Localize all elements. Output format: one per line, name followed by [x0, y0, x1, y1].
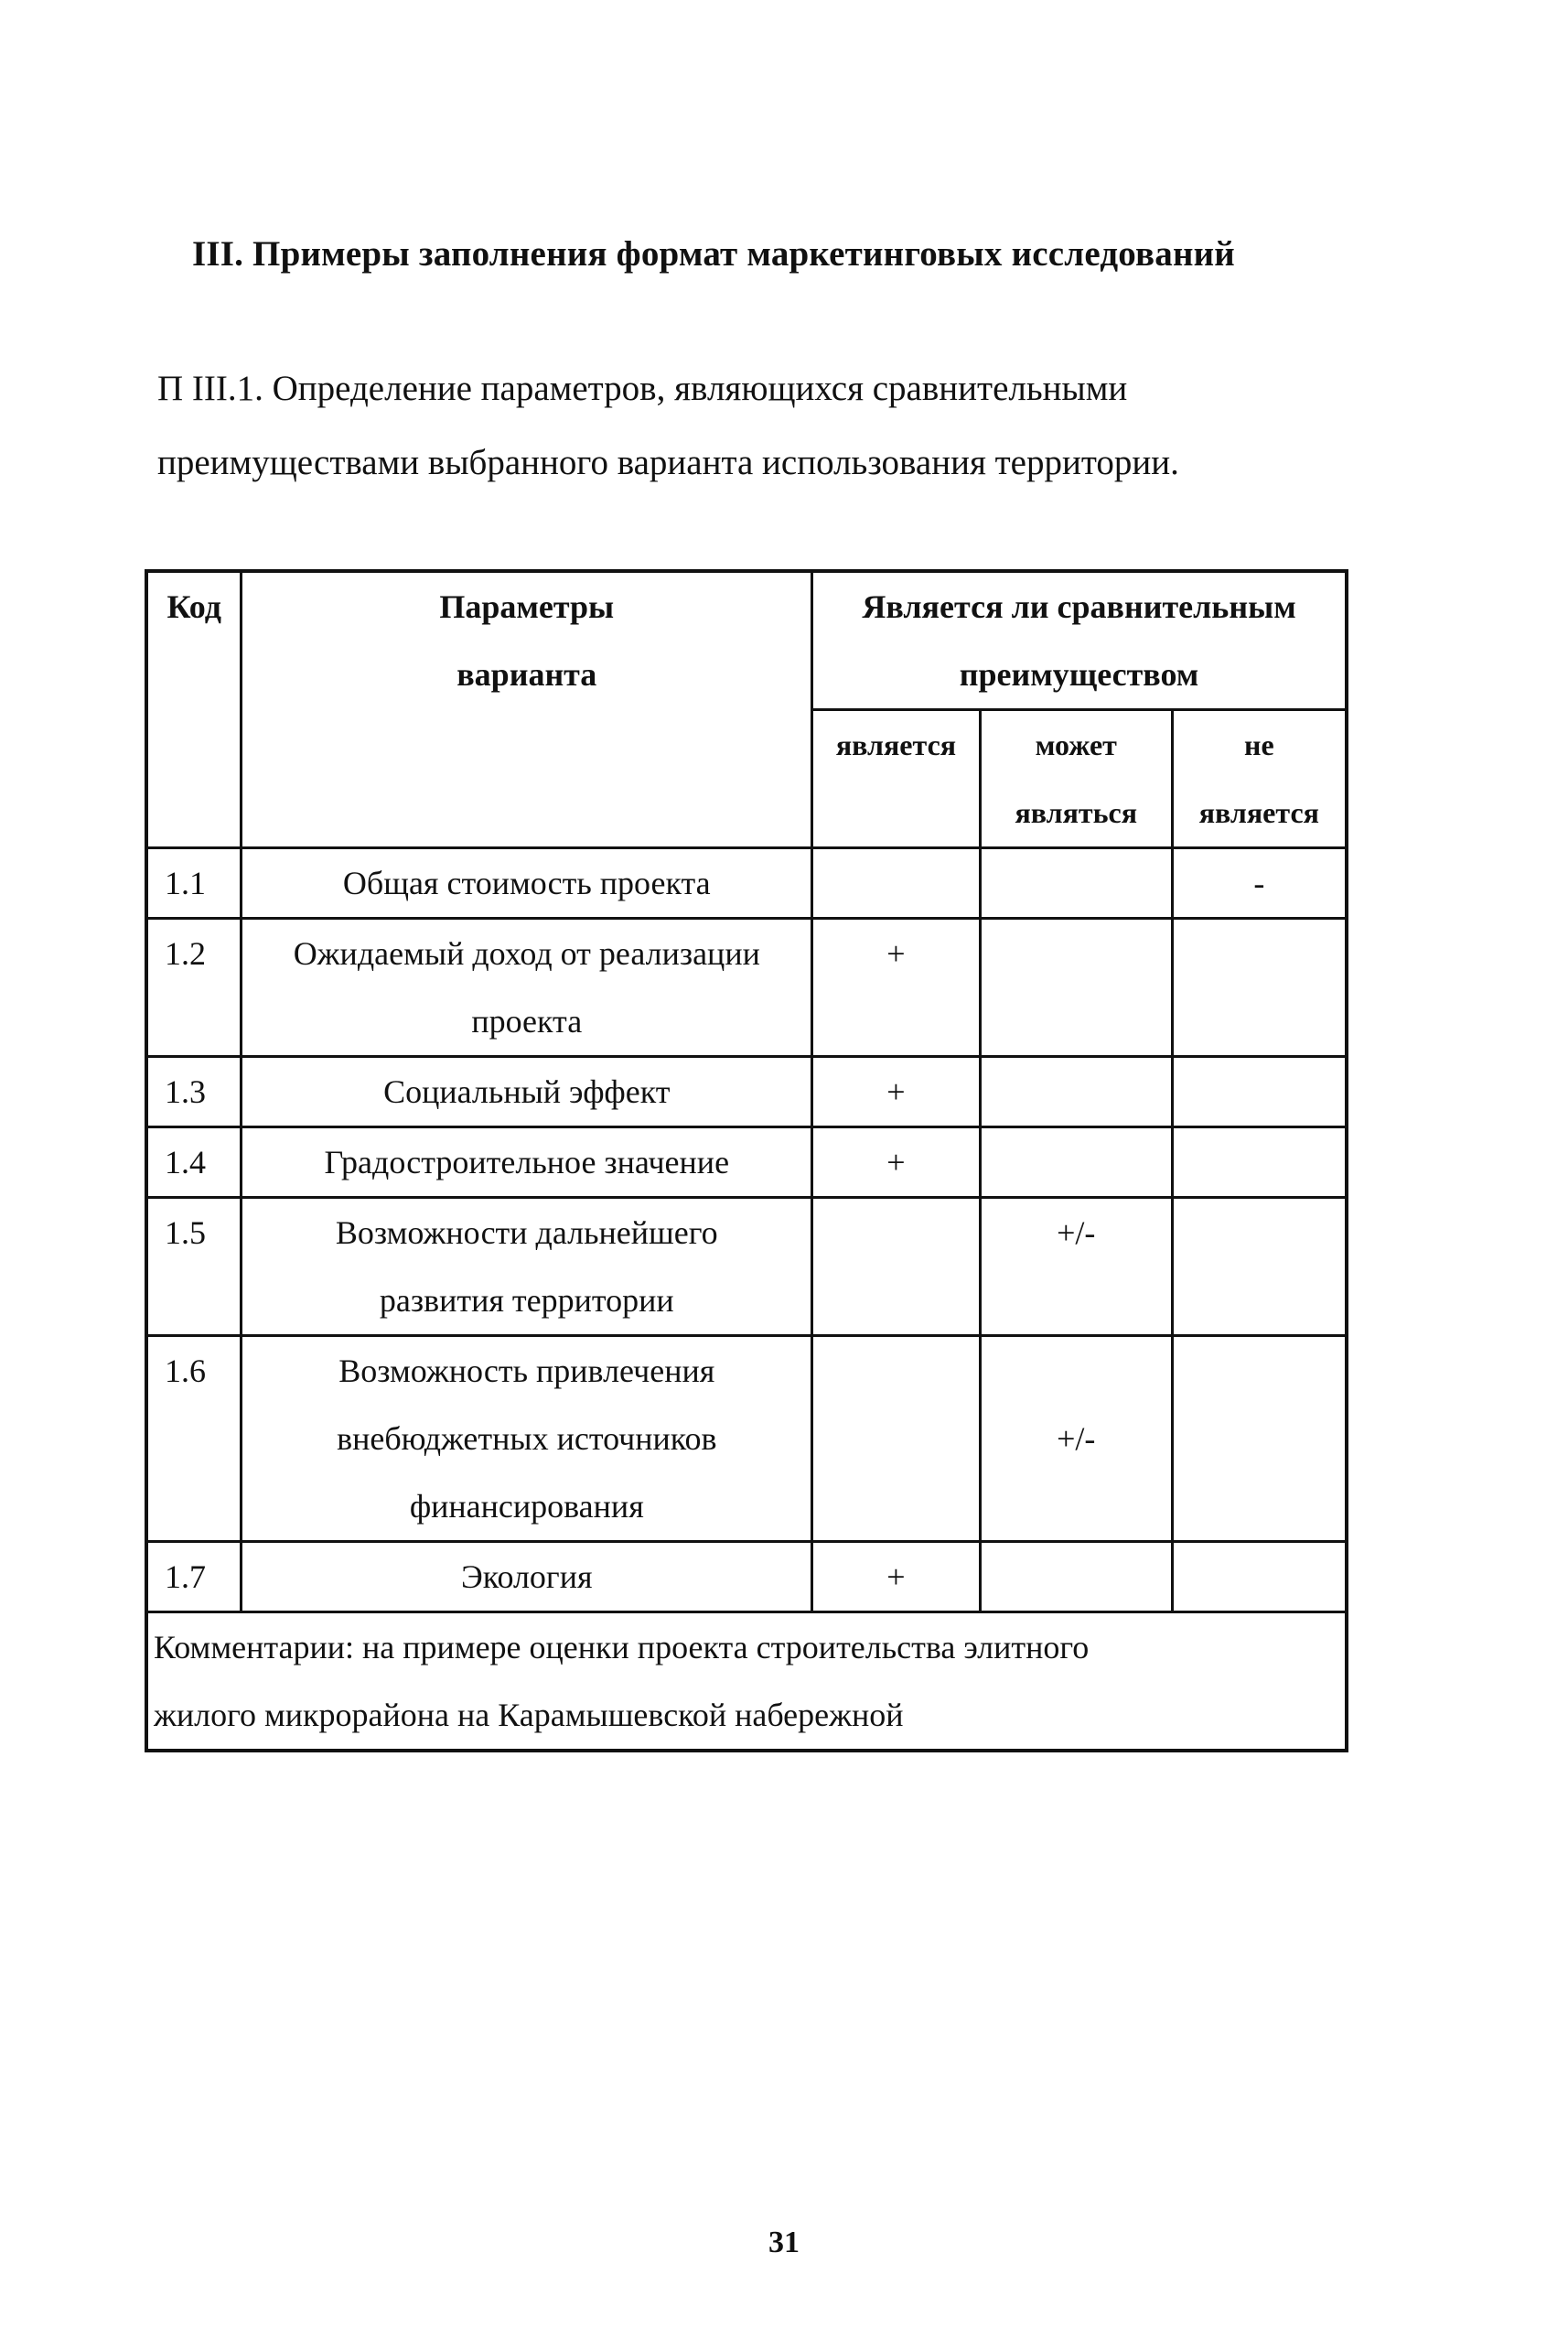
header-is-not-line-2: является: [1198, 796, 1319, 829]
header-parameters: [242, 571, 812, 848]
row-parameter: [242, 1198, 812, 1336]
comment-line-1: Комментарии: на примере оценки проекта строительства элитного: [154, 1629, 1090, 1665]
comment-line-2: жилого микрорайона на Карамышевской набережной: [154, 1697, 904, 1733]
header-parameters-line-2: варианта: [456, 656, 597, 693]
row-is-mark: +: [812, 1127, 981, 1198]
table-caption-line-1: П III.1. Определение параметров, являющихся сравнительными: [157, 369, 1128, 408]
row-code: 1.6: [146, 1336, 242, 1542]
row-parameter-line: Общая стоимость проекта: [342, 865, 711, 901]
row-not-mark: [1172, 1198, 1347, 1336]
table-row: [146, 919, 1347, 1057]
row-parameter-line: Градостроительное значение: [324, 1144, 730, 1180]
header-is: [812, 710, 981, 848]
row-code: 1.3: [146, 1057, 242, 1127]
row-code: 1.2: [146, 919, 242, 1057]
row-may-mark: [980, 1127, 1172, 1198]
section-heading: III. Примеры заполнения формат маркетинговых исследований: [192, 234, 1235, 274]
row-is-mark: +: [812, 919, 981, 1057]
table-row: [146, 1542, 1347, 1612]
table-row: [146, 848, 1347, 919]
row-code: 1.5: [146, 1198, 242, 1336]
page-number: 31: [768, 2226, 800, 2259]
parameters-table: [145, 569, 1348, 1752]
row-may-mark: [980, 1542, 1172, 1612]
row-parameter: [242, 1336, 812, 1542]
row-not-mark: [1172, 919, 1347, 1057]
row-may-mark: [980, 919, 1172, 1057]
header-advantage-line-1: Является ли сравнительным: [862, 588, 1296, 625]
header-advantage: [812, 571, 1347, 710]
table-row: [146, 1127, 1347, 1198]
row-parameter-line: Возможность привлечения: [338, 1353, 715, 1389]
row-code: 1.7: [146, 1542, 242, 1612]
header-is-not-line-1: не: [1244, 728, 1274, 761]
header-advantage-line-2: преимуществом: [959, 656, 1199, 693]
table-row: [146, 1336, 1347, 1542]
table-caption-line-2: преимуществами выбранного варианта использования территории.: [157, 443, 1179, 482]
row-parameter-line: финансирования: [409, 1488, 644, 1525]
row-parameter-line: развития территории: [379, 1282, 674, 1319]
row-is-mark: [812, 1336, 981, 1542]
row-parameter: [242, 919, 812, 1057]
row-parameter: [242, 848, 812, 919]
header-may-be-line-1: может: [1035, 728, 1117, 761]
row-parameter-line: Экология: [461, 1558, 593, 1595]
row-parameter: [242, 1057, 812, 1127]
row-not-mark: [1172, 1336, 1347, 1542]
comment-cell: [146, 1612, 1347, 1752]
row-is-mark: +: [812, 1057, 981, 1127]
row-parameter: [242, 1542, 812, 1612]
row-may-mark: +/-: [980, 1336, 1172, 1542]
row-is-mark: [812, 1198, 981, 1336]
row-not-mark: [1172, 1127, 1347, 1198]
header-parameters-line-1: Параметры: [439, 588, 615, 625]
row-is-mark: +: [812, 1542, 981, 1612]
header-code-label: Код: [166, 588, 221, 625]
row-parameter: [242, 1127, 812, 1198]
header-is-label: является: [835, 728, 957, 761]
table-row: [146, 1198, 1347, 1336]
row-parameter-line: Ожидаемый доход от реализации: [293, 935, 760, 972]
row-parameter-line: Возможности дальнейшего: [335, 1214, 718, 1251]
row-code: 1.4: [146, 1127, 242, 1198]
row-parameter-line: проекта: [471, 1003, 583, 1040]
header-code: [146, 571, 242, 848]
row-not-mark: [1172, 1057, 1347, 1127]
header-may-be: [980, 710, 1172, 848]
row-may-mark: +/-: [980, 1198, 1172, 1336]
row-not-mark: [1172, 1542, 1347, 1612]
row-may-mark: [980, 1057, 1172, 1127]
row-may-mark: [980, 848, 1172, 919]
header-may-be-line-2: являться: [1015, 796, 1138, 829]
table-comment-row: [146, 1612, 1347, 1752]
row-parameter-line: Социальный эффект: [383, 1073, 671, 1110]
table-header-row: [146, 571, 1347, 710]
row-parameter-line: внебюджетных источников: [337, 1420, 717, 1457]
header-is-not: [1172, 710, 1347, 848]
table-row: [146, 1057, 1347, 1127]
row-is-mark: [812, 848, 981, 919]
row-code: 1.1: [146, 848, 242, 919]
row-not-mark: -: [1172, 848, 1347, 919]
